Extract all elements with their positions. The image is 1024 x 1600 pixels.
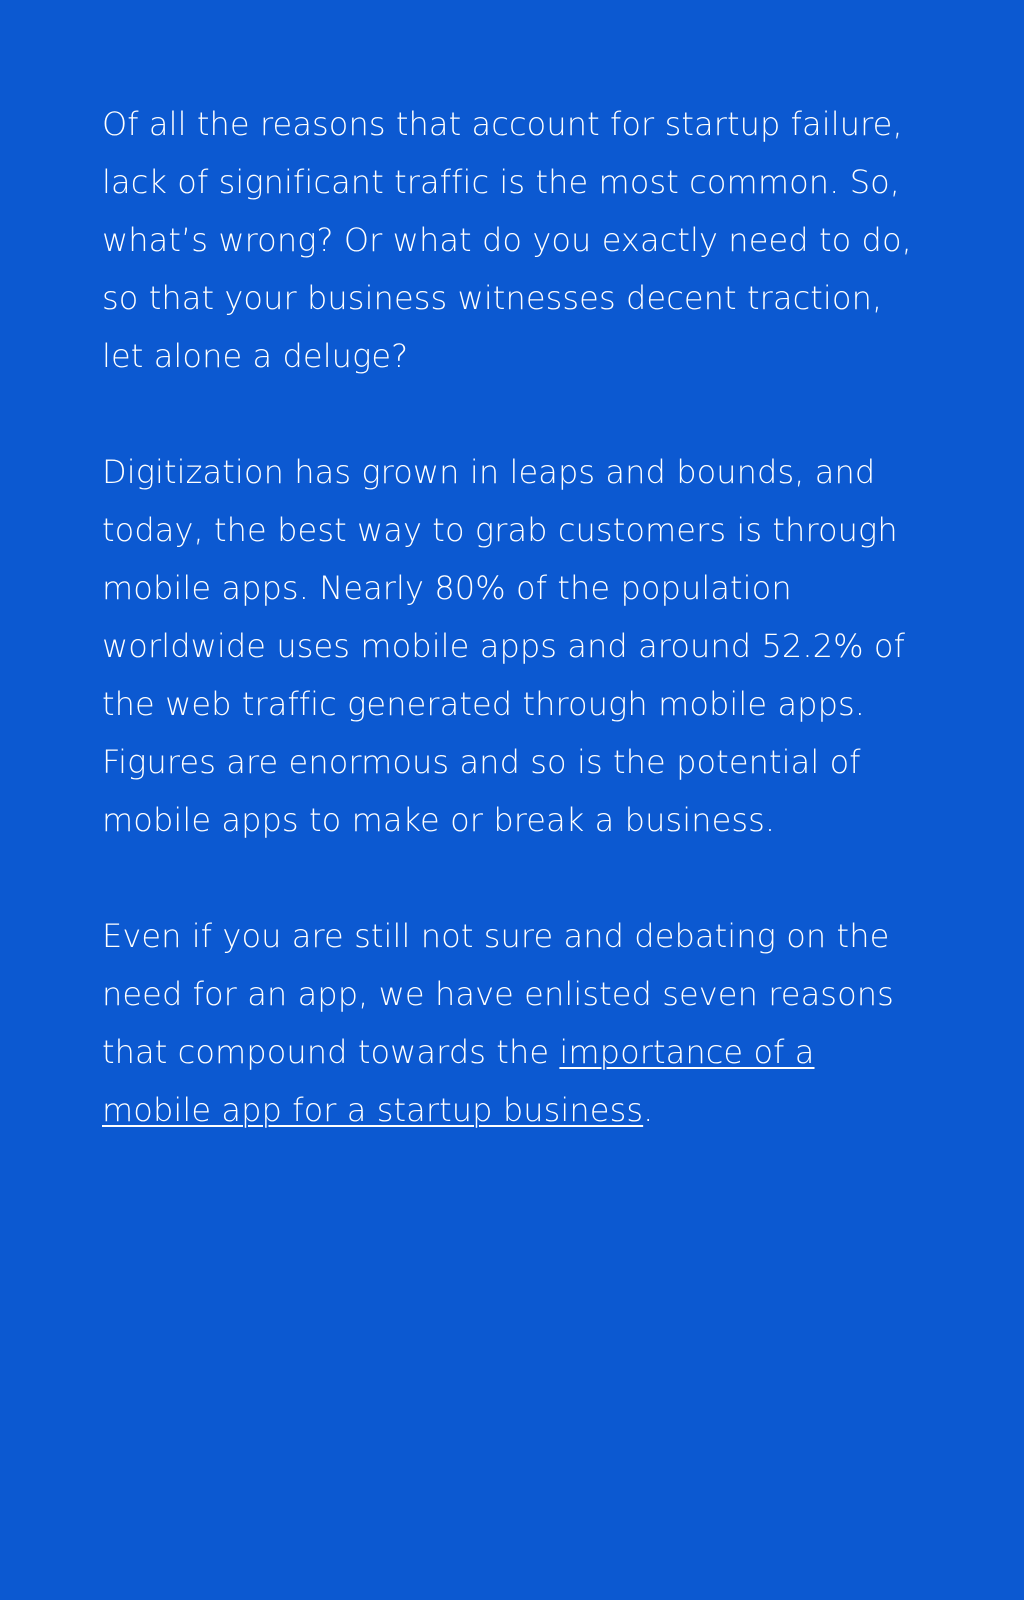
intro-paragraph: Of all the reasons that account for startup failure, lack of significant traffic is the most common. So, what’s wrong? Or what do you exactly need to do, so that your business witnesses decent traction, let alone a deluge?	[102, 105, 912, 375]
article-body	[102, 95, 922, 1197]
reasons-paragraph-trail: .	[643, 1091, 654, 1129]
statistics-paragraph: Digitization has grown in leaps and bounds, and today, the best way to grab customers is through mobile apps. Nearly 80% of the population worldwide uses mobile apps and around 52.2% of the web traffic generated through mobile apps. Figures are enormous and so is the potential of mobile apps to make or break a business.	[102, 453, 905, 839]
mobile-app-importance-link[interactable]: importance of a mobile app for a startup business	[102, 1033, 815, 1129]
reasons-paragraph	[102, 907, 922, 1139]
reasons-paragraph-lead: Even if you are still not sure and debating on the need for an app, we have enlisted seven reasons that compound towards the	[102, 917, 894, 1071]
